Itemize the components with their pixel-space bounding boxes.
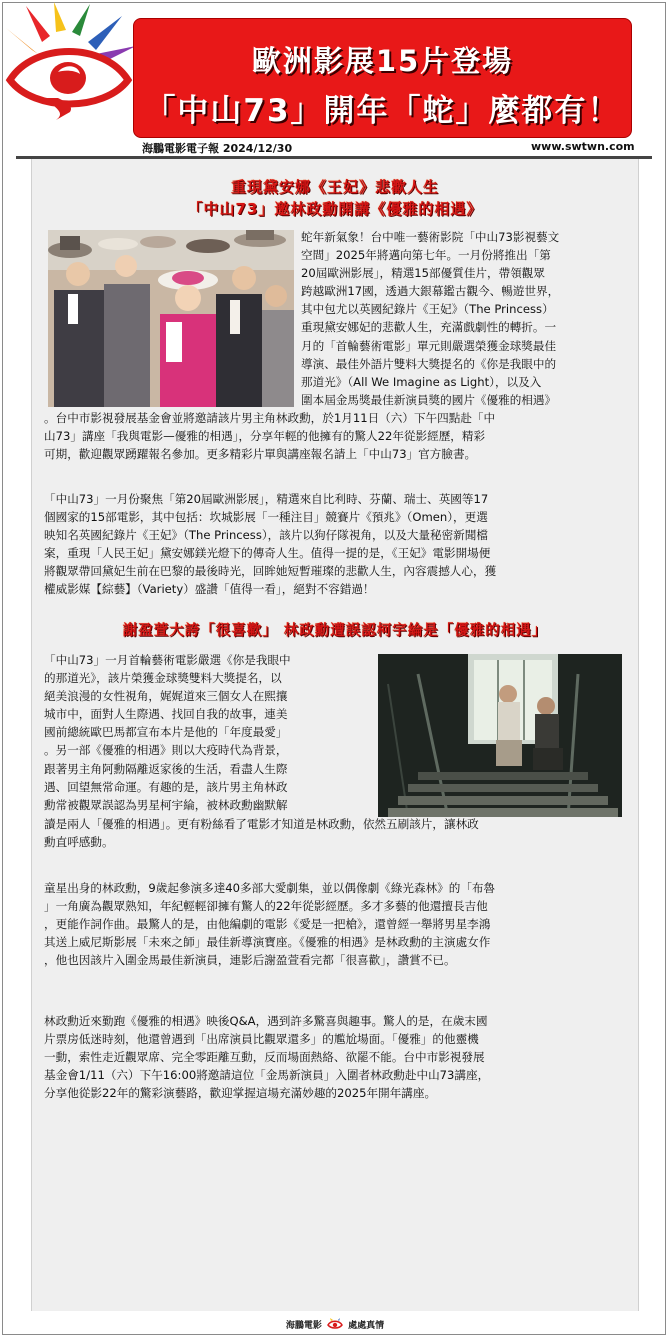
text-line: 勳直呼感動。 [44,835,114,850]
section1-text-beside-photo [301,228,637,409]
text-line: 導演、最佳外語片雙料大獎提名的《你是我眼中的 [301,356,557,371]
headline-line-1: 歐洲影展15片登場 [251,44,514,78]
text-line: 跨越歐洲17國，透過大銀幕鑑古觀今、暢遊世界， [301,284,560,299]
footer-left-text: 海鵬電影 [285,1321,322,1331]
text-line: 」一角廣為觀眾熟知，年紀輕輕卻擁有驚人的22年從影經歷。多才多藝的他還擅長吉他 [44,899,488,914]
text-line: 那道光》（All We Imagine as Light），以及入 [301,374,542,389]
section2-text-full [44,815,639,851]
text-line: 個國家的15部電影，其中包括：坎城影展「一種注目」競賽片《預兆》（Omen），更選 [44,510,488,525]
colorful-eye-logo-icon [4,2,138,120]
text-line: 映知名英國紀錄片《王妃》（The Princess），該片以狗仔隊視角，以及大量秘密新聞檔 [44,528,488,543]
text-line: 分享他從影22年的驚彩演藝路，歡迎掌握這場充滿妙趣的2025年開年講座。 [44,1086,437,1101]
footer-right-text: 處處真情 [348,1321,385,1331]
text-line: ，更能作詞作曲。最驚人的是，由他編劇的電影《愛是一把槍》，還曾經一舉將男星李鴻 [44,917,491,932]
section1-text-full [44,409,639,463]
section1-title-line1: 重現黛安娜《王妃》悲歡人生 [230,178,439,196]
text-line: ，他也因該片入圍金馬最佳新演員，連影后謝盈萱看完都「很喜歡」，讚賞不已。 [44,953,456,968]
text-line: 童星出身的林政勳，9歲起參演多達40多部大愛劇集，並以偶像劇《綠光森林》的「布魯 [44,881,496,895]
mini-eye-logo-icon [327,1318,343,1333]
text-line: 國前總統歐巴馬都宣布本片是他的「年度最愛」 [44,725,288,740]
section2-paragraph3 [44,1012,639,1102]
princess-diana-crowd-photo [48,230,294,407]
text-line: 圍本屆金馬獎最佳新演員獎的國片《優雅的相遇》 [301,392,557,407]
text-line: 片票房低迷時刻，他還曾遇到「出席演員比觀眾還多」的尷尬場面。「優雅」的他靈機 [44,1032,479,1047]
footer [0,1318,670,1333]
text-line: 。另一部《優雅的相遇》則以大疫時代為背景， [44,743,288,758]
text-line: 重現黛安娜妃的悲歡人生，充滿戲劇性的轉折。一 [301,320,557,335]
section2-title: 謝盈萱大誇「很喜歡」 林政勳遭誤認柯宇綸是「優雅的相遇」 [122,623,548,639]
text-line: 將觀眾帶回黛妃生前在巴黎的最後時光，回眸她短暫璀璨的悲歡人生，內容震撼人心，獲 [44,564,497,579]
text-line: 絕美浪漫的女性視角，娓娓道來三個女人在熙攘 [44,689,288,704]
text-line: 的那道光》，該片榮獲金球獎雙料大獎提名，以 [44,671,282,686]
text-line: 案，重現「人民王妃」黛安娜鎂光燈下的傳奇人生。值得一提的是，《王妃》電影開場便 [44,546,491,561]
text-line: 20屆歐洲影展」，精選15部優質佳片，帶領觀眾 [301,266,545,281]
section2-text-beside-photo [44,651,370,814]
text-line: 月的「首輪藝術電影」單元則嚴選榮獲金球獎最佳 [301,338,557,353]
text-line: 其中包尤以英國紀錄片《王妃》（The Princess） [301,302,554,317]
text-line: 讀是兩人「優雅的相遇」。更有粉絲看了電影才知道是林政勳，依然五刷該片，讓林政 [44,817,479,831]
headline-banner [133,18,632,138]
text-line: 山73」講座「我與電影—優雅的相遇」，分享年輕的他擁有的驚人22年從影經歷，精彩 [44,429,486,444]
text-line: 空間」2025年將邁向第七年。一月份將推出「第 [301,248,551,263]
text-line: 林政勳近來勤跑《優雅的相遇》映後Q&A，遇到許多驚喜與趣事。驚人的是，在歲末國 [44,1014,488,1028]
text-line: 「中山73」一月首輪藝術電影嚴選《你是我眼中 [44,653,291,667]
section1-title-line2: 「中山73」邀林政勳開講《優雅的相遇》 [187,200,483,218]
text-line: 可期，歡迎觀眾踴躍報名參加。更多精彩片單與講座報名請上「中山73」官方臉書。 [44,447,477,462]
text-line: 蛇年新氣象！台中唯一藝術影院「中山73影視藝文 [301,230,560,244]
text-line: 權威影媒【綜藝】（Variety）盛讚「值得一看」，絕對不容錯過！ [44,582,375,597]
couple-on-stairs-photo [378,654,622,817]
text-line: 城市中，面對人生際遇、找回自我的故事，連美 [44,707,288,722]
publication-date: 海鵬電影電子報 2024/12/30 [142,142,293,155]
text-line: 基金會1/11（六）下午16:00將邀請這位「金馬新演員」入圍者林政勳赴中山73講座， [44,1068,490,1083]
text-line: 跟著男主角阿勳隔離返家後的生活，看盡人生際 [44,761,288,776]
headline-line-2: 「中山73」開年「蛇」麼都有！ [144,93,621,129]
website-link[interactable]: www.swtwn.com [531,140,635,153]
section1-paragraph2 [44,490,639,599]
text-line: 其送上威尼斯影展「未來之師」最佳新導演寶座。《優雅的相遇》是林政勳的主演處女作 [44,935,491,950]
section2-paragraph2 [44,879,639,969]
text-line: 一動，索性走近觀眾席、完全零距離互動，反而場面熱絡、欲罷不能。台中市影視發展 [44,1050,485,1065]
text-line: 勳常被觀眾誤認為男星柯宇綸，被林政勳幽默解 [44,797,288,812]
text-line: 。台中市影視發展基金會並將邀請該片男主角林政勳，於1月11日（六）下午四點赴「中 [44,411,496,425]
text-line: 遇、回望無常命運。有趣的是，該片男主角林政 [44,779,288,794]
text-line: 「中山73」一月份聚焦「第20屆歐洲影展」，精選來自比利時、芬蘭、瑞士、英國等17 [44,492,489,506]
